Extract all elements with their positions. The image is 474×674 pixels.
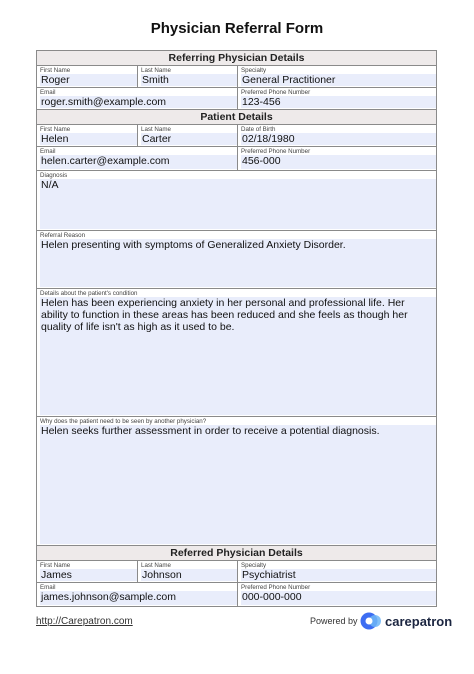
referred-last-name-field[interactable] <box>138 561 238 583</box>
field-value[interactable]: General Practitioner <box>241 74 436 86</box>
field-value[interactable]: 456-000 <box>241 155 436 169</box>
field-label: Specialty <box>241 67 267 74</box>
field-value[interactable]: Helen seeks further assessment in order to receive a potential diagnosis. <box>40 425 436 544</box>
field-label: Last Name <box>141 126 171 133</box>
field-value[interactable]: 123-456 <box>241 96 436 108</box>
field-label: Preferred Phone Number <box>241 89 311 96</box>
field-label: Email <box>40 148 56 155</box>
field-value[interactable]: Carter <box>141 133 237 145</box>
powered-by-text: Powered by <box>310 616 358 626</box>
field-label: Details about the patient's condition <box>40 290 138 297</box>
field-value[interactable]: Smith <box>141 74 237 86</box>
field-label: Email <box>40 584 56 591</box>
field-label: Email <box>40 89 56 96</box>
section-header-patient: Patient Details <box>37 110 436 125</box>
referred-first-name-field[interactable] <box>37 561 138 583</box>
field-label: Referral Reason <box>40 232 86 239</box>
referring-specialty-field[interactable] <box>238 66 436 88</box>
referring-first-name-field[interactable] <box>37 66 138 88</box>
field-label: Preferred Phone Number <box>241 148 311 155</box>
field-value[interactable]: Helen <box>40 133 137 145</box>
field-value[interactable]: james.johnson@sample.com <box>40 591 237 605</box>
field-label: Specialty <box>241 562 267 569</box>
field-value[interactable]: Psychiatrist <box>241 569 436 581</box>
field-label: Last Name <box>141 562 171 569</box>
field-label: First Name <box>40 126 71 133</box>
patient-condition-details-field[interactable] <box>37 289 436 417</box>
patient-why-seen-field[interactable] <box>37 417 436 546</box>
field-value[interactable]: Helen presenting with symptoms of Generalized Anxiety Disorder. <box>40 239 436 287</box>
referred-specialty-field[interactable] <box>238 561 436 583</box>
field-value[interactable]: 000-000-000 <box>241 591 436 605</box>
field-value[interactable]: Johnson <box>141 569 237 581</box>
field-label: Why does the patient need to be seen by another physician? <box>40 418 207 425</box>
section-header-referred: Referred Physician Details <box>37 546 436 561</box>
field-value[interactable]: 02/18/1980 <box>241 133 436 145</box>
carepatron-link[interactable]: http://Carepatron.com <box>36 616 133 627</box>
referring-phone-field[interactable] <box>238 88 436 110</box>
field-value[interactable]: Helen has been experiencing anxiety in her personal and professional life. Her ability to function in these areas has been reduced and she feels as though her quality of life isn't as high as it used to be. <box>40 297 436 415</box>
field-label: Date of Birth <box>241 126 276 133</box>
patient-email-field[interactable] <box>37 147 238 171</box>
patient-referral-reason-field[interactable] <box>37 231 436 289</box>
patient-diagnosis-field[interactable] <box>37 171 436 231</box>
referral-form <box>36 50 437 607</box>
field-value[interactable]: helen.carter@example.com <box>40 155 237 169</box>
brand-name: carepatron <box>385 613 453 629</box>
field-label: First Name <box>40 67 71 74</box>
field-label: Last Name <box>141 67 171 74</box>
field-label: Diagnosis <box>40 172 68 179</box>
carepatron-logo <box>360 611 452 631</box>
patient-phone-field[interactable] <box>238 147 436 171</box>
field-label: Preferred Phone Number <box>241 584 311 591</box>
referred-contact-row <box>37 582 436 604</box>
form-title: Physician Referral Form <box>150 20 324 37</box>
field-value[interactable]: N/A <box>40 179 436 229</box>
patient-last-name-field[interactable] <box>138 125 238 147</box>
field-value[interactable]: roger.smith@example.com <box>40 96 237 108</box>
field-value[interactable]: Roger <box>40 74 137 86</box>
patient-dob-field[interactable] <box>238 125 436 147</box>
referring-email-field[interactable] <box>37 88 238 110</box>
patient-first-name-field[interactable] <box>37 125 138 147</box>
referring-last-name-field[interactable] <box>138 66 238 88</box>
section-header-referring: Referring Physician Details <box>37 51 436 66</box>
field-label: First Name <box>40 562 71 569</box>
carepatron-logo-icon <box>360 612 382 630</box>
field-value[interactable]: James <box>40 569 137 581</box>
